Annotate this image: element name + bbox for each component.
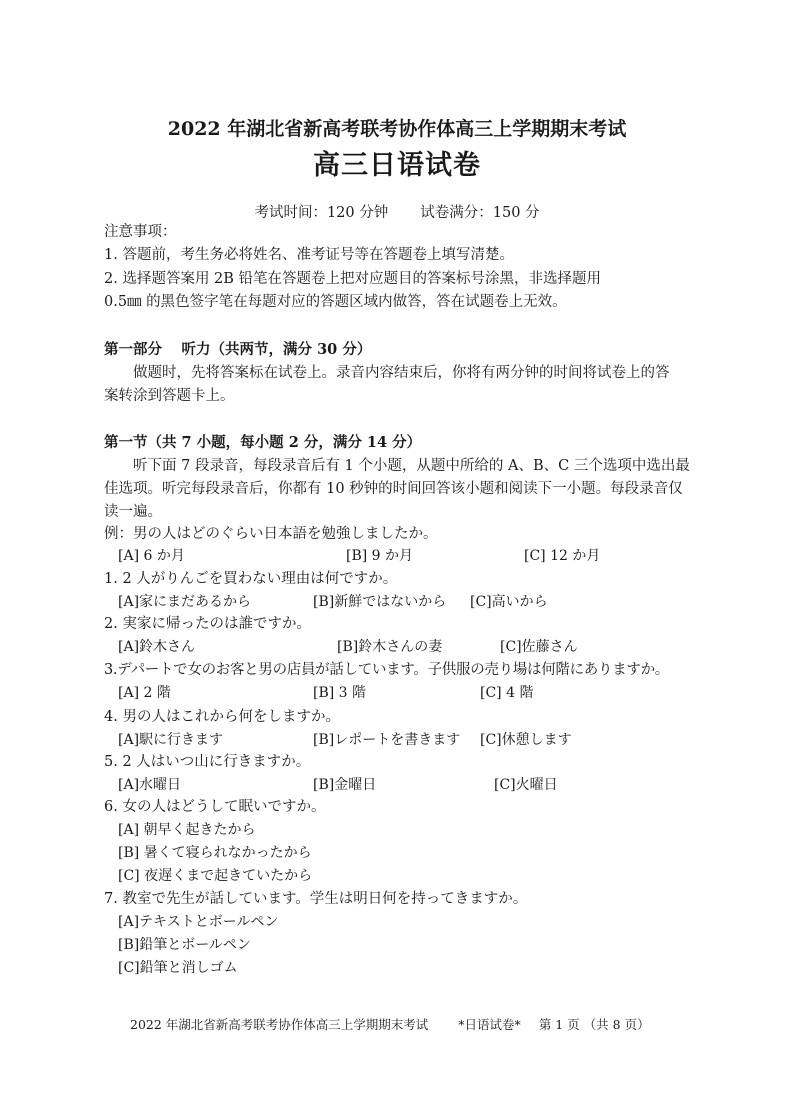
section1-intro-line-1: 听下面 7 段录音，每段录音后有 1 个小题，从题中所给的 A、B、C 三个选项中选出最 xyxy=(133,458,690,474)
notes-item-2-line-2: 0.5㎜ 的黑色签字笔在每题对应的答题区域内做答，答在试题卷上无效。 xyxy=(104,294,567,310)
notes-heading: 注意事项： xyxy=(104,224,177,240)
question-4: 4. 男の人はこれから何をしますか。 xyxy=(104,709,340,725)
question-3: 3.デパートで女のお客と男の店員が話しています。子供服の売り場は何階にありますか。 xyxy=(104,662,670,678)
question-6-option-a: [A] 朝早く起きたから xyxy=(118,822,256,838)
section1-intro-line-3: 读一遍。 xyxy=(104,504,162,520)
question-7: 7. 教室で先生が話しています。学生は明日何を持ってきますか。 xyxy=(104,891,528,907)
exam-meta xyxy=(0,201,794,222)
question-1-option-a: [A]家にまだあるから xyxy=(118,594,252,610)
notes-item-2-line-1: 2. 选择题答案用 2B 铅笔在答题卷上把对应题目的答案标号涂黑，非选择题用 xyxy=(104,271,602,287)
question-5-option-b: [B]金曜日 xyxy=(313,777,377,793)
question-3-option-c: [C] 4 階 xyxy=(480,685,534,701)
section1-heading: 第一节（共 7 小题，每小题 2 分，满分 14 分） xyxy=(104,434,422,451)
question-4-option-a: [A]駅に行きます xyxy=(118,732,224,748)
notes-item-1: 1. 答题前，考生务必将姓名、准考证号等在答题卷上填写清楚。 xyxy=(104,247,514,263)
question-5-option-c: [C]火曜日 xyxy=(494,777,558,793)
question-5-option-a: [A]水曜日 xyxy=(118,777,182,793)
question-1-option-b: [B]新鮮ではないから xyxy=(313,594,447,610)
question-7-option-a: [A]テキストとボールペン xyxy=(118,914,279,930)
question-1-option-c: [C]高いから xyxy=(470,594,548,610)
example-option-b: [B] 9 か月 xyxy=(346,548,414,564)
example-option-a: [A] 6 か月 xyxy=(118,548,185,564)
page-footer xyxy=(130,1015,650,1033)
part1-intro-line-1: 做题时，先将答案标在试卷上。录音内容结束后，你将有两分钟的时间将试卷上的答 xyxy=(133,365,670,381)
question-3-option-a: [A] 2 階 xyxy=(118,685,171,701)
question-4-option-c: [C]休憩します xyxy=(480,732,572,748)
question-1: 1. 2 人がりんごを買わない理由は何ですか。 xyxy=(104,571,398,587)
question-5: 5. 2 人はいつ山に行きますか。 xyxy=(104,754,311,770)
section1-intro-line-2: 佳选项。听完每段录音后，你都有 10 秒钟的时间回答该小题和阅读下一小题。每段录音仅 xyxy=(104,481,683,497)
score-label: 试卷满分：150 分 xyxy=(420,205,540,221)
example-option-c: [C] 12 か月 xyxy=(524,548,601,564)
part1-intro-line-2: 案转涂到答题卡上。 xyxy=(104,388,235,404)
question-7-option-b: [B]鉛筆とボールペン xyxy=(118,937,251,953)
question-7-option-c: [C]鉛筆と消しゴム xyxy=(118,960,238,976)
paper-title: 高三日语试卷 xyxy=(313,150,481,181)
question-2-option-c: [C]佐藤さん xyxy=(500,639,578,655)
example-question: 例：男の人はどのぐらい日本語を勉強しましたか。 xyxy=(104,526,438,542)
question-4-option-b: [B]レポートを書きます xyxy=(313,732,461,748)
footer-paper: *日语试卷* xyxy=(458,1017,521,1032)
question-6-option-c: [C] 夜遅くまで起きていたから xyxy=(118,868,313,884)
question-3-option-b: [B] 3 階 xyxy=(313,685,367,701)
question-2: 2. 実家に帰ったのは誰ですか。 xyxy=(104,616,311,632)
question-2-option-a: [A]鈴木さん xyxy=(118,639,196,655)
question-2-option-b: [B]鈴木さんの妻 xyxy=(337,639,443,655)
footer-exam: 2022 年湖北省新高考联考协作体高三上学期期末考试 xyxy=(130,1017,429,1032)
time-label: 考试时间：120 分钟 xyxy=(254,205,389,221)
footer-page: 第 1 页 （共 8 页） xyxy=(538,1017,650,1032)
part1-heading: 第一部分 听力（共两节，满分 30 分） xyxy=(104,341,372,358)
question-6-option-b: [B] 暑くて寝られなかったから xyxy=(118,845,312,861)
question-6: 6. 女の人はどうして眠いですか。 xyxy=(104,799,326,815)
exam-title: 2022 年湖北省新高考联考协作体高三上学期期末考试 xyxy=(167,118,627,140)
